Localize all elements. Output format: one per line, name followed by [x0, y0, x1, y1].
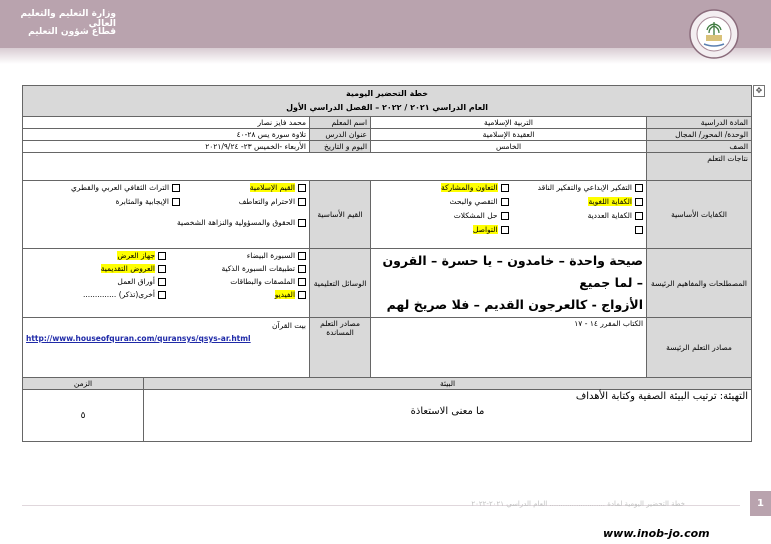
main-sources-label: مصادر التعلم الرئيسة — [647, 318, 752, 378]
plan-title-cell — [23, 86, 752, 117]
date-label: اليوم و التاريخ — [310, 141, 371, 153]
media-item[interactable]: الملصقات والبطاقات — [166, 276, 306, 287]
support-sources-value — [23, 318, 310, 378]
competencies-values-row — [23, 181, 752, 249]
checkbox-icon — [298, 252, 306, 260]
ministry-name: وزارة التعليم والتعليم العالي — [20, 9, 116, 29]
checkbox-icon — [501, 212, 509, 220]
values-label: القيم الأساسية — [310, 181, 371, 249]
grade-label: الصف — [647, 141, 752, 153]
ministry-logo-icon — [688, 8, 740, 60]
unit-label: الوحدة/ المحور/ المجال — [647, 129, 752, 141]
footer-text: خطة التحضير اليومية لمادة ......................... العام الدراسي ٢٠٢١-٢٠٢٢ — [471, 500, 685, 508]
checkbox-icon — [172, 198, 180, 206]
checkbox-icon — [635, 198, 643, 206]
value-item[interactable]: القيم الإسلامية — [180, 182, 306, 193]
outcomes-row — [23, 153, 752, 181]
checkbox-icon — [501, 184, 509, 192]
teacher-value: محمد فايز نصار — [23, 117, 310, 129]
checkbox-icon — [635, 184, 643, 192]
checkbox-icon — [635, 212, 643, 220]
media-item[interactable]: جهاز العرض — [26, 250, 166, 261]
page-number-badge: 1 — [750, 491, 771, 516]
competency-item[interactable] — [509, 224, 644, 235]
outcomes-value — [23, 153, 647, 181]
unit-row — [23, 129, 752, 141]
terms-line-2: الأزواج - كالعرجون القديم – فلا صريخ لهم — [386, 297, 644, 312]
plan-title: خطة التحضير اليومية — [346, 89, 428, 98]
plan-title-row — [23, 86, 752, 117]
terms-value — [371, 249, 647, 318]
intro-row — [23, 390, 752, 442]
checkbox-icon — [172, 184, 180, 192]
checkbox-icon — [298, 265, 306, 273]
competency-item[interactable]: الكفاية العددية — [509, 210, 644, 221]
terms-media-row — [23, 249, 752, 318]
media-item[interactable]: أخرى(تذكر) .............. — [26, 289, 166, 300]
values-list — [23, 181, 310, 249]
teacher-label: اسم المعلم — [310, 117, 371, 129]
checkbox-icon — [298, 278, 306, 286]
checkbox-icon — [501, 198, 509, 206]
support-sources-site: بيت القرآن — [272, 321, 307, 330]
competencies-list — [371, 181, 647, 249]
checkbox-icon — [298, 291, 306, 299]
header-fade — [0, 48, 771, 64]
lesson-title-label: عنوان الدرس — [310, 129, 371, 141]
competency-item[interactable]: الكفاية اللغوية — [509, 196, 644, 207]
terms-label: المصطلحات والمفاهيم الرئيسة — [647, 249, 752, 318]
terms-line-1: صيحة واحدة – خامدون – يا حسرة – القرون – لما جميع — [382, 253, 644, 290]
grade-row — [23, 141, 752, 153]
value-item[interactable]: الحقوق والمسؤولية والنزاهة الشخصية — [26, 217, 306, 228]
sources-row — [23, 318, 752, 378]
intro-heading: التهيئة: ترتيب البيئة الصفية وكتابة الأهداف — [575, 391, 749, 402]
checkbox-icon — [298, 184, 306, 192]
checkbox-icon — [158, 252, 166, 260]
competency-item[interactable]: حل المشكلات — [374, 210, 509, 221]
subject-label: المادة الدراسية — [647, 117, 752, 129]
checkbox-icon — [298, 219, 306, 227]
checkbox-icon — [158, 265, 166, 273]
intro-question: ما معنى الاستعاذة — [410, 406, 485, 417]
date-value: الأربعاء -الخميس ٢٣- ٢٠٢١/٩/٢٤ — [23, 141, 310, 153]
daily-plan-table — [22, 85, 752, 442]
intro-cell — [144, 390, 752, 442]
main-sources-value: الكتاب المقرر ١٤ - ١٧ — [371, 318, 647, 378]
media-item[interactable]: السبورة البيضاء — [166, 250, 306, 261]
outcomes-label: نتاجات التعلم — [647, 153, 752, 181]
competency-item[interactable]: التواصل — [374, 224, 509, 235]
plan-year-semester: العام الدراسي ٢٠٢١ / ٢٠٢٢ – الفصل الدراسي الأول — [286, 103, 488, 112]
competency-item[interactable]: التقصي والبحث — [374, 196, 509, 207]
competency-item[interactable]: التعاون والمشاركة — [374, 182, 509, 193]
unit-value: العقيدة الإسلامية — [371, 129, 647, 141]
table-move-handle-icon[interactable]: ✥ — [753, 85, 765, 97]
value-item[interactable]: التراث الثقافي العربي والقطري — [26, 182, 180, 193]
environment-header-row — [23, 378, 752, 390]
media-item[interactable]: الفيديو — [166, 289, 306, 300]
media-item[interactable]: تطبيقات السبورة الذكية — [166, 263, 306, 274]
support-sources-label: مصادر التعلم المساندة — [310, 318, 371, 378]
sector-name: قطاع شؤون التعليم — [28, 27, 116, 37]
checkbox-icon — [158, 291, 166, 299]
intro-time: ٥ — [23, 390, 144, 442]
grade-value: الخامس — [371, 141, 647, 153]
value-item[interactable]: الاحترام والتعاطف — [180, 196, 306, 207]
competency-item[interactable]: التفكير الإبداعي والتفكير الناقد — [509, 182, 644, 193]
media-list — [23, 249, 310, 318]
website-watermark: www.inob-jo.com — [603, 527, 710, 540]
subject-value: التربية الإسلامية — [371, 117, 647, 129]
media-item[interactable]: أوراق العمل — [26, 276, 166, 287]
value-item[interactable]: الإيجابية والمثابرة — [26, 196, 180, 207]
environment-label: البيئة — [144, 378, 752, 390]
checkbox-icon — [501, 226, 509, 234]
support-sources-link[interactable]: http://www.houseofquran.com/quransys/qsys-ar.html — [26, 334, 251, 343]
media-item[interactable]: العروض التقديمية — [26, 263, 166, 274]
time-label: الزمن — [23, 378, 144, 390]
checkbox-icon — [635, 226, 643, 234]
checkbox-icon — [158, 278, 166, 286]
subject-row — [23, 117, 752, 129]
lesson-title-value: تلاوة سورة يس ٢٨-٤٠ — [23, 129, 310, 141]
competencies-label: الكفايات الأساسية — [647, 181, 752, 249]
media-label: الوسائل التعليمية — [310, 249, 371, 318]
checkbox-icon — [298, 198, 306, 206]
